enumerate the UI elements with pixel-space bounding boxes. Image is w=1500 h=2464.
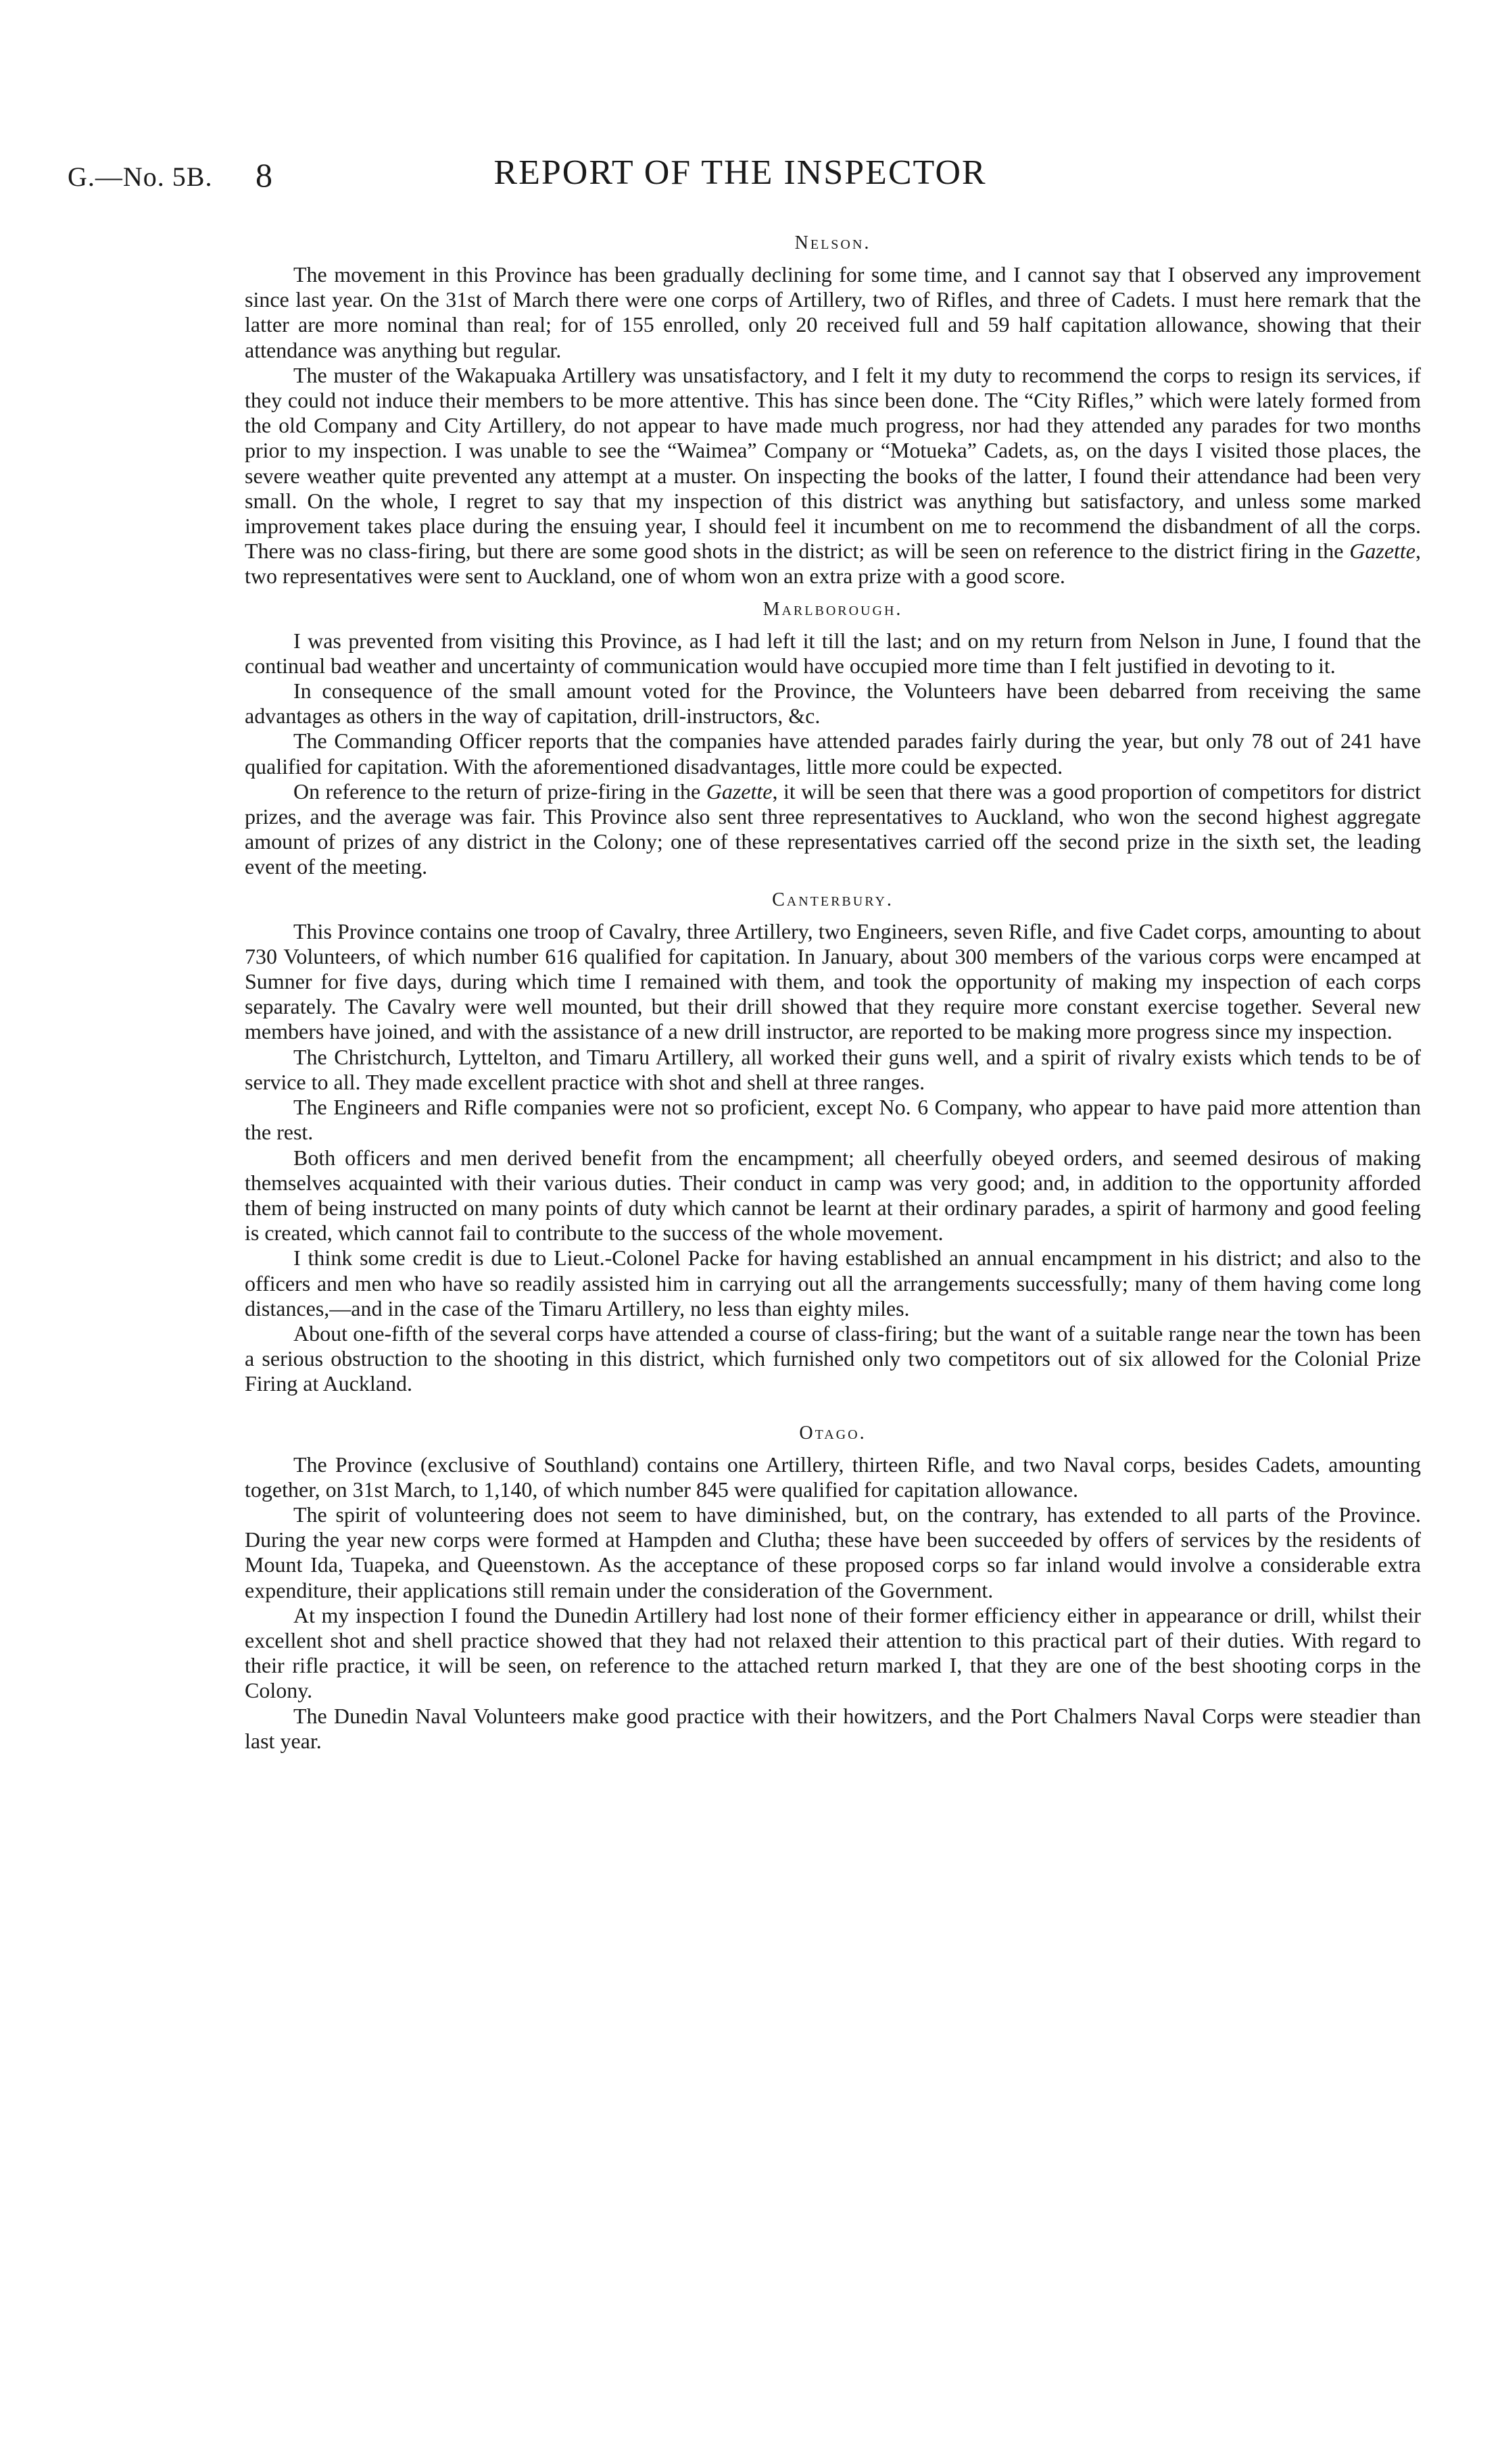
gazette-italic: Gazette — [1349, 539, 1416, 564]
document-reference: G.—No. 5B. — [68, 162, 213, 192]
gazette-italic: Gazette — [706, 779, 773, 804]
paragraph: Both officers and men derived benefit from the encampment; all cheerfully obeyed orders, and seemed desirous of making themselves acquainted with their various duties. Their conduct in camp was very good; and, in addition to the opportunity afforded them of being instructed on many points of duty which cannot be learnt at their ordinary parades, a spirit of harmony and good feeling is created, which cannot fail to contribute to the success of the whole movement. — [245, 1145, 1421, 1246]
paragraph: The spirit of volunteering does not seem to have diminished, but, on the contrary, has extended to all parts of the Province. During the year new corps were formed at Hampden and Clutha; these have been succeeded by offers of services by the residents of Mount Ida, Tuapeka, and Queenstown. As the acceptance of these proposed corps so far inland would involve a considerable extra expenditure, their applications still remain under the consideration of the Government. — [245, 1502, 1421, 1602]
paragraph: This Province contains one troop of Cavalry, three Artillery, two Engineers, seven Rifle, and five Cadet corps, amounting to about 730 Volunteers, of which number 616 qualified for capitation. In January, about 300 members of the various corps were encamped at Sumner for five days, during which time I remained with them, and took the opportunity of making my inspection of each corps separately. The Cavalry were well mounted, but their drill showed that they require more constant exercise together. Several new members have joined, and with the assistance of a new drill instructor, are reported to be making more progress since my inspection. — [245, 918, 1421, 1044]
section-heading-canterbury: Canterbury. — [772, 889, 894, 910]
section-heading-otago: Otago. — [799, 1422, 867, 1444]
paragraph: The movement in this Province has been gradually declining for some time, and I cannot say that I observed any improvement since last year. On the 31st of March there were one corps of Artillery, two of Rifles, and three of Cadets. I must here remark that the latter are more nominal than real; for of 155 enrolled, only 20 received full and 59 half capitation allowance, showing that their attendance was anything but regular. — [245, 262, 1421, 362]
page-title: REPORT OF THE INSPECTOR — [493, 153, 987, 192]
paragraph-text: , two representatives were sent to Auckland, one of whom won an extra prize with a good score. — [245, 539, 1421, 589]
paragraph — [245, 363, 1421, 589]
paragraph: At my inspection I found the Dunedin Artillery had lost none of their former efficiency either in appearance or drill, whilst their excellent shot and shell practice showed that they had not relaxed their attention to this practical part of their duties. With regard to their rifle practice, it will be seen, on reference to the attached return marked I, that they are one of the best shooting corps in the Colony. — [245, 1602, 1421, 1703]
paragraph-text: On reference to the return of prize-firing in the — [293, 779, 706, 804]
paragraph: I think some credit is due to Lieut.-Colonel Packe for having established an annual encampment in his district; and also to the officers and men who have so readily assisted him in carrying out all the arrangements successfully; many of them having come long distances,—and in the case of the Timaru Artillery, no less than eighty miles. — [245, 1246, 1421, 1321]
paragraph — [245, 779, 1421, 880]
paragraph: In consequence of the small amount voted for the Province, the Volunteers have been debarred from receiving the same advantages as others in the way of capitation, drill-instructors, &c. — [245, 679, 1421, 729]
paragraph: The Commanding Officer reports that the companies have attended parades fairly during the year, but only 78 out of 241 have qualified for capitation. With the aforementioned disadvantages, little more could be expected. — [245, 729, 1421, 779]
report-body — [245, 223, 1421, 1754]
section-heading-nelson: Nelson. — [794, 232, 871, 253]
paragraph: The Engineers and Rifle companies were not so proficient, except No. 6 Company, who appear to have paid more attention than the rest. — [245, 1095, 1421, 1145]
paragraph: About one-fifth of the several corps have attended a course of class-firing; but the want of a suitable range near the town has been a serious obstruction to the shooting in this district, which furnished only two competitors out of six allowed for the Colonial Prize Firing at Auckland. — [245, 1321, 1421, 1396]
page-header — [68, 153, 1413, 207]
paragraph: The Dunedin Naval Volunteers make good practice with their howitzers, and the Port Chalmers Naval Corps were steadier than last year. — [245, 1703, 1421, 1753]
paragraph: The Province (exclusive of Southland) contains one Artillery, thirteen Rifle, and two Naval corps, besides Cadets, amounting together, on 31st March, to 1,140, of which number 845 were qualified for capitation allowance. — [245, 1452, 1421, 1502]
section-otago — [245, 1420, 1421, 1754]
paragraph: The Christchurch, Lyttelton, and Timaru Artillery, all worked their guns well, and a spirit of rivalry exists which tends to be of service to all. They made excellent practice with shot and shell at three ranges. — [245, 1044, 1421, 1094]
section-heading-marlborough: Marlborough. — [763, 598, 903, 620]
paragraph-text: The muster of the Wakapuaka Artillery was unsatisfactory, and I felt it my duty to recommend the corps to resign its services, if they could not induce their members to be more attentive. This has since been done. The “City Rifles,” which were lately formed from the old Company and City Artillery, do not appear to have made much progress, nor had they attended any parades for two months prior to my inspection. I was unable to see the “Waimea” Company or “Motueka” Cadets, as, on the days I visited those places, the severe weather quite prevented any attempt at a muster. On inspecting the books of the latter, I found their attendance had been very small. On the whole, I regret to say that my inspection of this district was anything but satisfactory, and unless some marked improvement takes place during the ensuing year, I should feel it incumbent on me to recommend the disbandment of all the corps. There was no class-firing, but there are some good shots in the district; as will be seen on reference to the district firing in the — [245, 362, 1421, 564]
section-canterbury — [245, 887, 1421, 1397]
section-marlborough — [245, 596, 1421, 880]
page-number: 8 — [256, 156, 272, 194]
section-nelson — [245, 230, 1421, 589]
paragraph: I was prevented from visiting this Province, as I had left it till the last; and on my return from Nelson in June, I found that the continual bad weather and uncertainty of communication would have occupied more time than I felt justified in devoting to it. — [245, 628, 1421, 678]
paragraph-text: , it will be seen that there was a good proportion of competitors for district prizes, and the average was fair. This Province also sent three representatives to Auckland, who won the second highest aggregate amount of prizes of any district in the Colony; one of these representatives carried off the second prize in the sixth set, the leading event of the meeting. — [245, 779, 1422, 879]
